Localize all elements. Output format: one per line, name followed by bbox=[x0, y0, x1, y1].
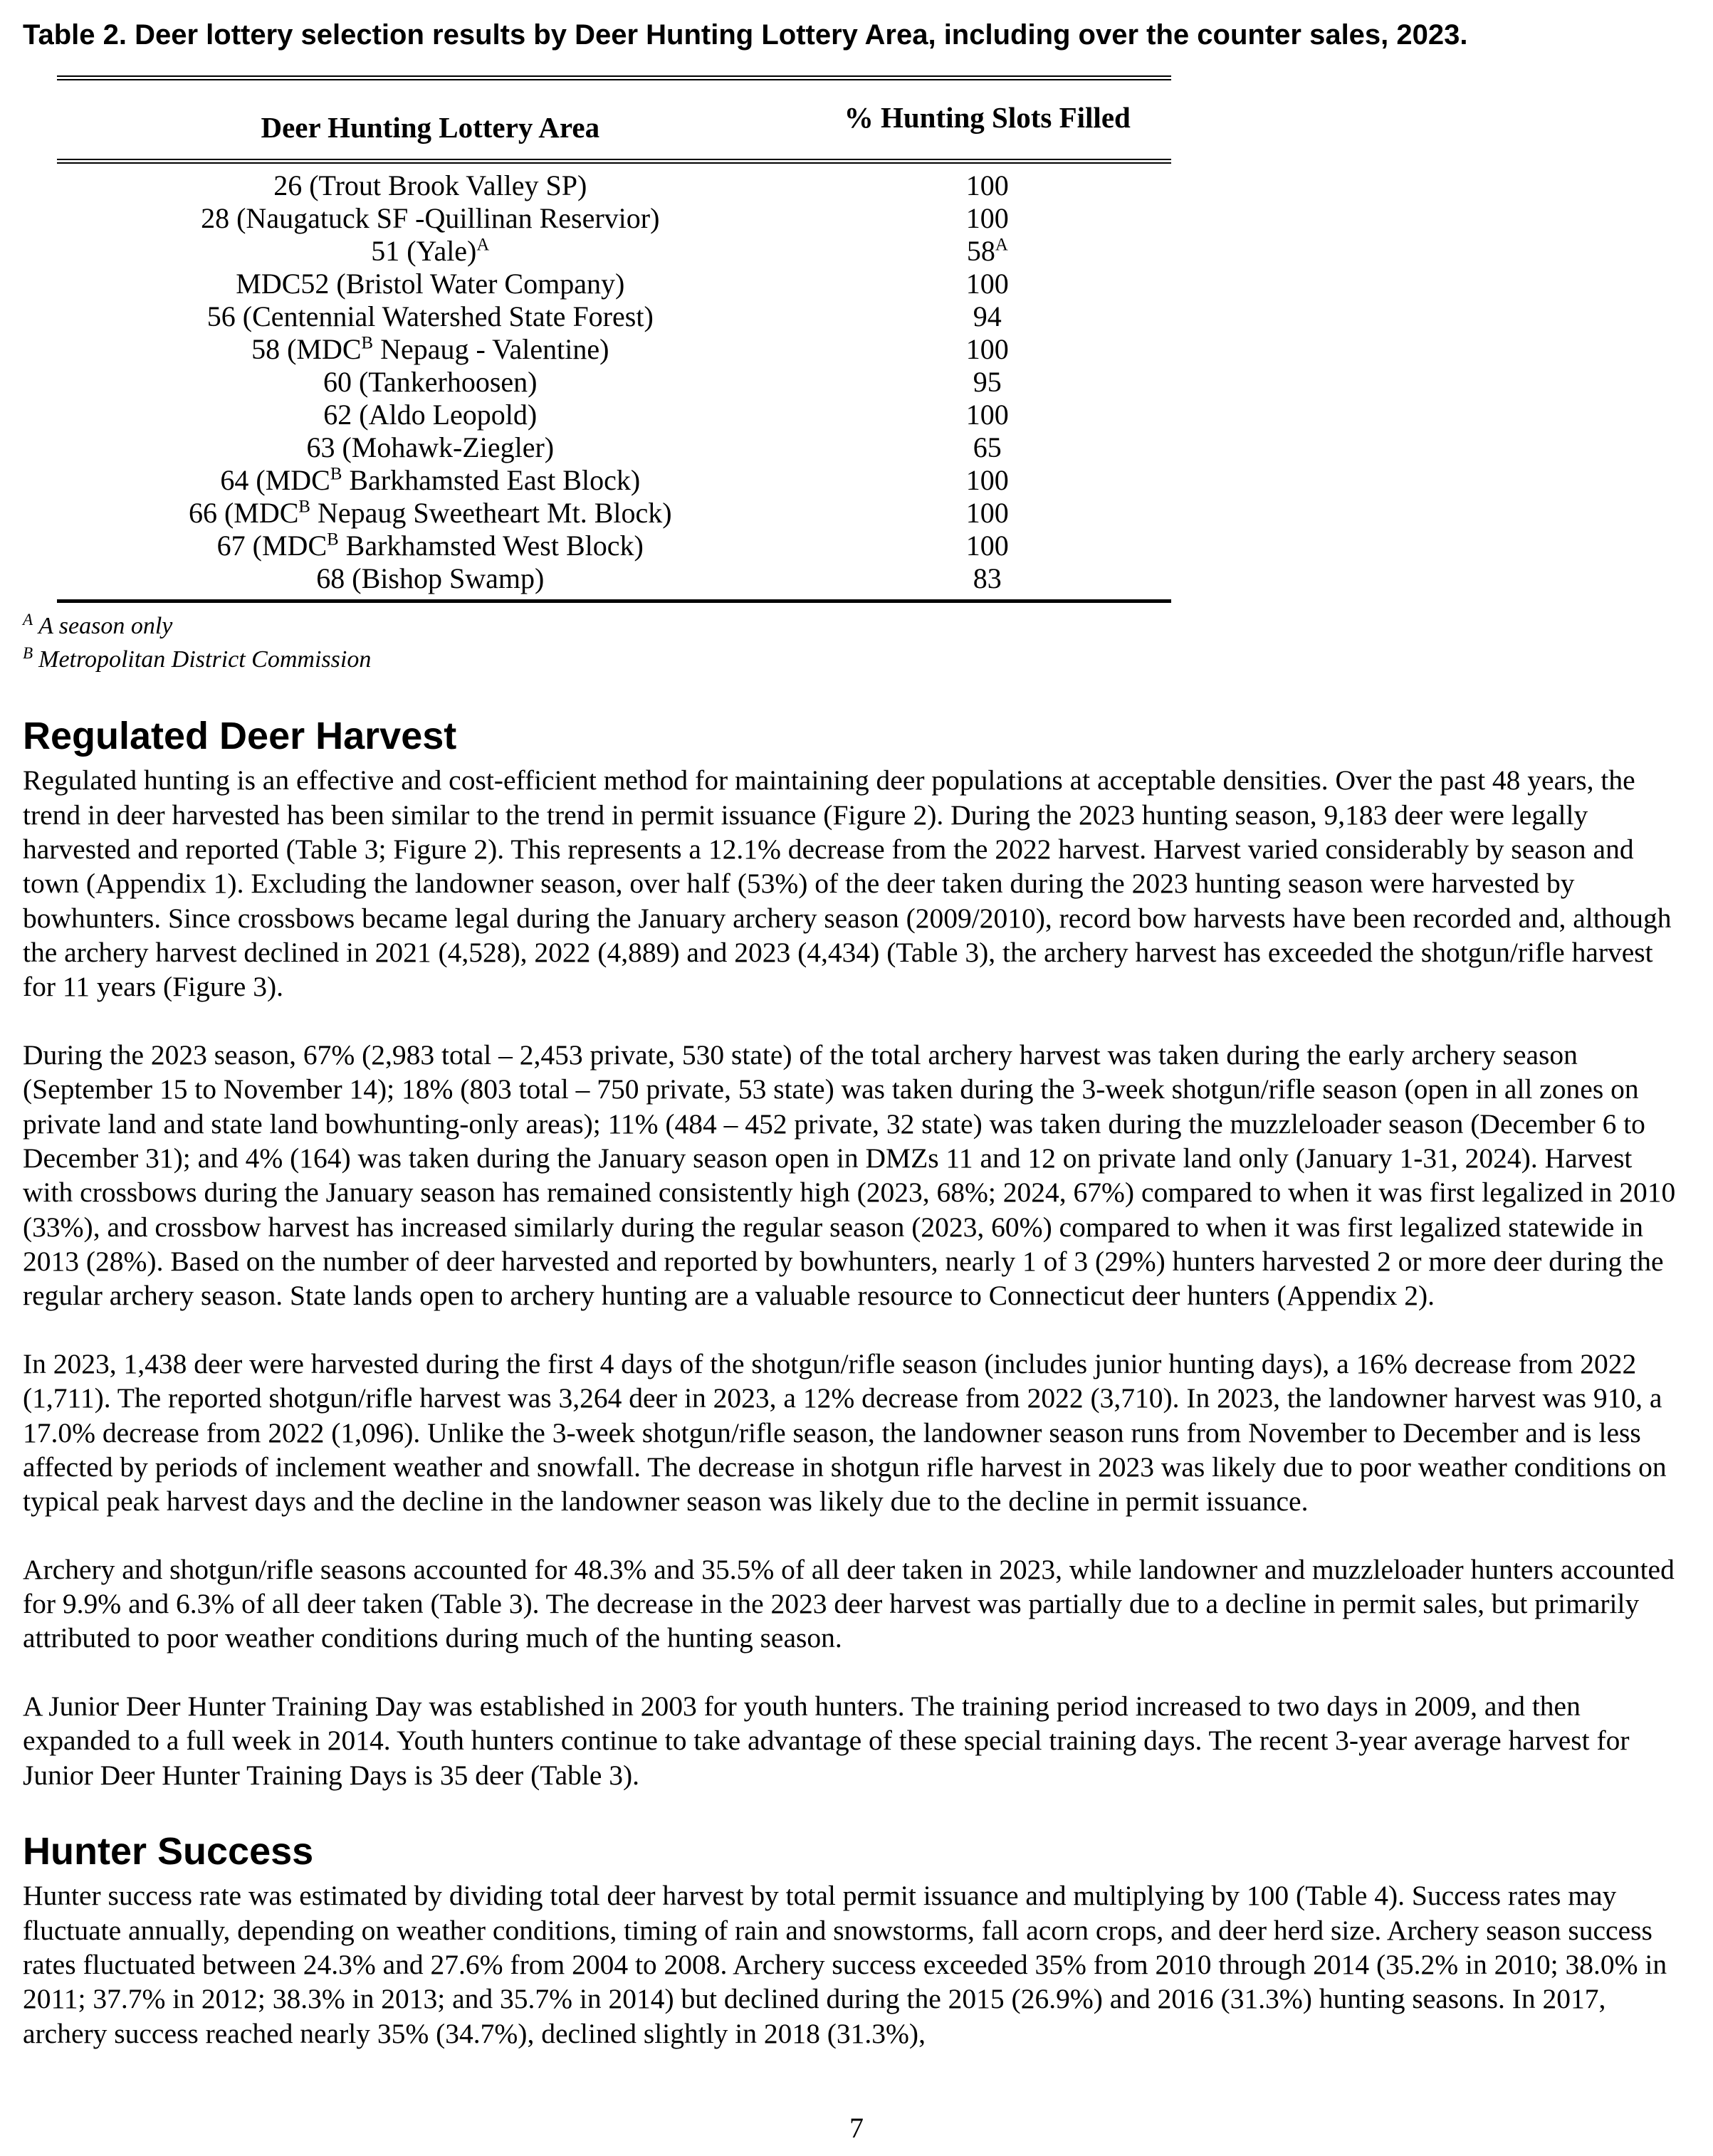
lottery-area-cell: 51 (Yale)$^A$ bbox=[371, 235, 490, 267]
footnote-b-text: Metropolitan District Commission bbox=[38, 646, 372, 673]
footnote-a-marker: A bbox=[23, 610, 33, 629]
lottery-area-cell: 26 (Trout Brook Valley SP) bbox=[273, 169, 587, 201]
body-paragraph: During the 2023 season, 67% (2,983 total – 2,453 private, 530 state) of the total archery harvest was taken during the early archery season (September 15 to November 14); 18% (803 total – 750 private, 53 state) was taken during the 3-week shotgun/rifle season (open in all zones on private land and state land bowhunting-only areas); 11% (484 – 452 private, 32 state) was taken during the muzzleloader season (December 6 to December 31); and 4% (164) was taken during the January season open in DMZs 11 and 12 on private land only (January 1-31, 2024). Harvest with crossbows during the January season has remained consistently high (2023, 68%; 2024, 67%) compared to when it was first legalized in 2010 (33%), and crossbow harvest has increased similarly during the regular season (2023, 60%) compared to when it was first legalized statewide in 2013 (28%). Based on the number of deer harvested and reported by bowhunters, nearly 1 of 3 (29%) hunters harvested 2 or more deer during the regular archery season. State lands open to archery hunting are a valuable resource to Connecticut deer hunters (Appendix 2). bbox=[23, 1038, 1676, 1312]
lottery-area-cell: 58 ($MDC^B$ Nepaug - Valentine) bbox=[251, 333, 609, 365]
table-header-row bbox=[57, 78, 1171, 162]
table-row bbox=[57, 497, 1171, 530]
table-row bbox=[57, 333, 1171, 366]
body-paragraph: Regulated hunting is an effective and cost-efficient method for maintaining deer populations at acceptable densities. Over the past 48 years, the trend in deer harvested has been similar to the trend in permit issuance (Figure 2). During the 2023 hunting season, 9,183 deer were legally harvested and reported (Table 3; Figure 2). This represents a 12.1% decrease from the 2022 harvest. Harvest varied considerably by season and town (Appendix 1). Excluding the landowner season, over half (53%) of the deer taken during the 2023 hunting season were harvested by bowhunters. Since crossbows became legal during the January archery season (2009/2010), record bow harvests have been recorded and, although the archery harvest declined in 2021 (4,528), 2022 (4,889) and 2023 (4,434) (Table 3), the archery harvest has exceeded the shotgun/rifle harvest for 11 years (Figure 3). bbox=[23, 764, 1672, 1003]
footnote-b-marker: B bbox=[23, 643, 33, 663]
table-row bbox=[57, 530, 1171, 562]
table-row bbox=[57, 399, 1171, 431]
footnote-a-text: A season only bbox=[38, 613, 173, 639]
slots-filled-cell: 94 bbox=[973, 300, 1002, 332]
lottery-area-cell: MDC52 (Bristol Water Company) bbox=[236, 268, 625, 300]
table-row bbox=[57, 162, 1171, 203]
section-heading-regulated-deer-harvest: Regulated Deer Harvest bbox=[23, 714, 457, 757]
lottery-area-cell: 67 ($MDC^B$ Barkhamsted West Block) bbox=[216, 530, 644, 562]
slots-filled-cell: 100 bbox=[965, 333, 1009, 365]
section-hunter-success bbox=[23, 1831, 1689, 2051]
table-row bbox=[57, 235, 1171, 268]
slots-filled-cell: 100 bbox=[965, 169, 1009, 201]
lottery-area-cell: 63 (Mohawk-Ziegler) bbox=[306, 431, 555, 463]
table-footnotes bbox=[23, 610, 1689, 677]
footnote-b bbox=[23, 643, 1689, 677]
body-paragraph: In 2023, 1,438 deer were harvested during the first 4 days of the shotgun/rifle season (includes junior hunting days), a 16% decrease from 2022 (1,711). The reported shotgun/rifle harvest was 3,264 deer in 2023, a 12% decrease from 2022 (3,710). In 2023, the landowner harvest was 910, a 17.0% decrease from 2022 (1,096). Unlike the 3-week shotgun/rifle season, the landowner season runs from November to December and is less affected by periods of inclement weather and snowfall. The decrease in shotgun rifle harvest in 2023 was likely due to poor weather conditions on typical peak harvest days and the decline in the landowner season was likely due to the decline in permit issuance. bbox=[23, 1347, 1667, 1518]
table-body bbox=[57, 162, 1171, 601]
lottery-area-cell: 60 (Tankerhoosen) bbox=[323, 366, 538, 398]
body-paragraph: A Junior Deer Hunter Training Day was established in 2003 for youth hunters. The training period increased to two days in 2009, and then expanded to a full week in 2014. Youth hunters continue to take advantage of these special training days. The recent 3-year average harvest for Junior Deer Hunter Training Days is 35 deer (Table 3). bbox=[23, 1690, 1630, 1791]
slots-filled-cell: 100 bbox=[965, 464, 1009, 496]
slots-filled-cell: 100 bbox=[965, 202, 1009, 234]
table-title: Table 2. Deer lottery selection results by Deer Hunting Lottery Area, including over the counter sales, 2023. bbox=[23, 19, 1468, 51]
slots-filled-cell: 100 bbox=[965, 530, 1009, 562]
lottery-area-cell: 56 (Centennial Watershed State Forest) bbox=[206, 300, 654, 332]
table-row bbox=[57, 300, 1171, 333]
slots-filled-cell: 95 bbox=[973, 366, 1002, 398]
column-header-slots-filled: % Hunting Slots Filled bbox=[804, 78, 1171, 162]
body-paragraph: Hunter success rate was estimated by dividing total deer harvest by total permit issuance and multiplying by 100 (Table 4). Success rates may fluctuate annually, depending on weather conditions, timing of rain and snowstorms, fall acorn crops, and deer herd size. Archery season success rates fluctuated between 24.3% and 27.6% from 2004 to 2008. Archery success exceeded 35% from 2010 through 2014 (35.2% in 2010; 38.0% in 2011; 37.7% in 2012; 38.3% in 2013; and 35.7% in 2014) but declined during the 2015 (26.9%) and 2016 (31.3%) hunting seasons. In 2017, archery success reached nearly 35% (34.7%), declined slightly in 2018 (31.3%), bbox=[23, 1880, 1667, 2049]
lottery-area-cell: 64 ($MDC^B$ Barkhamsted East Block) bbox=[220, 464, 641, 496]
table-row bbox=[57, 431, 1171, 464]
lottery-area-cell: 66 ($MDC^B$ Nepaug Sweetheart Mt. Block) bbox=[188, 497, 672, 529]
table-row bbox=[57, 202, 1171, 235]
footnote-a bbox=[23, 610, 1689, 643]
lottery-area-cell: 68 (Bishop Swamp) bbox=[57, 562, 804, 601]
table-row bbox=[57, 366, 1171, 399]
lottery-results-table bbox=[57, 75, 1171, 603]
slots-filled-cell: $58^A$ bbox=[966, 235, 1008, 267]
lottery-area-cell: 28 (Naugatuck SF -Quillinan Reservior) bbox=[201, 202, 660, 234]
slots-filled-cell: 100 bbox=[965, 268, 1009, 300]
table-row bbox=[57, 562, 1171, 601]
table-row bbox=[57, 464, 1171, 497]
section-regulated-deer-harvest bbox=[23, 715, 1689, 1792]
slots-filled-cell: 83 bbox=[804, 562, 1171, 601]
slots-filled-cell: 100 bbox=[965, 497, 1009, 529]
section-heading-hunter-success: Hunter Success bbox=[23, 1829, 314, 1873]
slots-filled-cell: 100 bbox=[965, 399, 1009, 431]
lottery-area-cell: 62 (Aldo Leopold) bbox=[323, 399, 538, 431]
slots-filled-cell: 65 bbox=[973, 431, 1002, 463]
body-paragraph: Archery and shotgun/rifle seasons accounted for 48.3% and 35.5% of all deer taken in 2023, while landowner and muzzleloader hunters accounted for 9.9% and 6.3% of all deer taken (Table 3). The decrease in the 2023 deer harvest was partially due to a decline in permit sales, but primarily attributed to poor weather conditions during much of the hunting season. bbox=[23, 1553, 1675, 1654]
page-number: 7 bbox=[849, 2112, 864, 2144]
table-row bbox=[57, 268, 1171, 300]
table-header bbox=[57, 78, 1171, 162]
column-header-lottery-area: Deer Hunting Lottery Area bbox=[57, 78, 804, 162]
